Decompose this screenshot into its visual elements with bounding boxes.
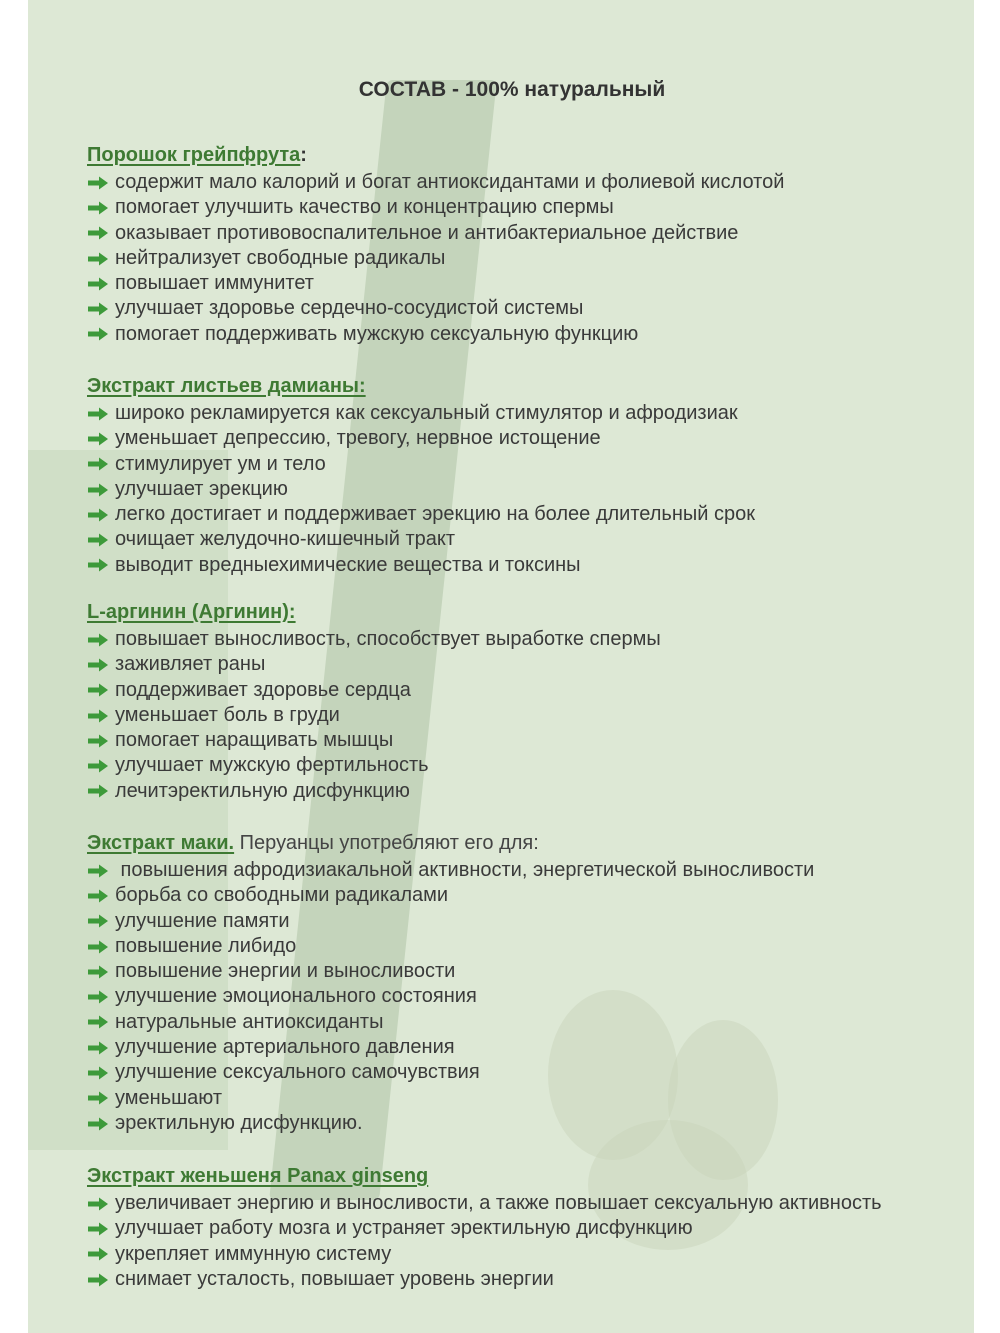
green-arrow-icon	[87, 709, 109, 723]
list-item-text: улучшает эрекцию	[115, 477, 288, 500]
green-arrow-icon	[87, 327, 109, 341]
green-arrow-icon	[87, 201, 109, 215]
heading-text: L-аргинин (Аргинин):	[87, 601, 296, 623]
green-arrow-icon	[87, 252, 109, 266]
list-item	[87, 858, 974, 883]
list-item	[87, 1111, 974, 1136]
list-item-text: повышает иммунитет	[115, 272, 314, 295]
list-item-text: улучшение эмоционального состояния	[115, 985, 477, 1008]
green-arrow-icon	[87, 1117, 109, 1131]
heading-text: Экстракт листьев дамианы:	[87, 375, 366, 397]
section-maca	[87, 828, 974, 1136]
green-arrow-icon	[87, 1066, 109, 1080]
list-item	[87, 728, 974, 753]
list-item-text: повышение энергии и выносливости	[115, 960, 456, 983]
bullet-list	[87, 627, 974, 804]
list-item	[87, 753, 974, 778]
green-arrow-icon	[87, 407, 109, 421]
green-arrow-icon	[87, 1041, 109, 1055]
heading-intro: Перуанцы употребляют его для:	[234, 832, 539, 854]
green-arrow-icon	[87, 914, 109, 928]
list-item	[87, 271, 974, 296]
list-item	[87, 426, 974, 451]
section-heading	[87, 140, 974, 170]
list-item-text: борьба со свободными радикалами	[115, 884, 449, 907]
list-item-text: уменьшает депрессию, тревогу, нервное истощение	[115, 427, 601, 450]
green-arrow-icon	[87, 658, 109, 672]
list-item-text: широко рекламируется как сексуальный стимулятор и афродизиак	[115, 402, 738, 424]
list-item	[87, 1010, 974, 1035]
green-arrow-icon	[87, 226, 109, 240]
list-item-text: стимулирует ум и тело	[115, 452, 326, 475]
list-item-text: уменьшает боль в груди	[115, 703, 340, 726]
green-arrow-icon	[87, 176, 109, 190]
heading-colon: :	[300, 144, 307, 166]
green-arrow-icon	[87, 277, 109, 291]
bullet-list	[87, 401, 974, 578]
list-item-text: лечитэректильную дисфункцию	[115, 779, 410, 802]
list-item-text: улучшает работу мозга и устраняет эректильную дисфункцию	[115, 1217, 693, 1240]
list-item-text: снимает усталость, повышает уровень энергии	[115, 1267, 554, 1290]
green-arrow-icon	[87, 508, 109, 522]
list-item-text: выводит вредныехимические вещества и токсины	[115, 553, 581, 576]
list-item	[87, 652, 974, 677]
list-item-text: повышение либидо	[115, 934, 297, 957]
content	[28, 0, 974, 1333]
green-arrow-icon	[87, 759, 109, 773]
list-item-text: улучшает мужскую фертильность	[115, 754, 429, 777]
green-arrow-icon	[87, 1197, 109, 1211]
list-item	[87, 984, 974, 1009]
list-item-text: помогает поддерживать мужскую сексуальную функцию	[115, 322, 639, 345]
green-arrow-icon	[87, 784, 109, 798]
section-ginseng	[87, 1161, 974, 1292]
list-item-text: очищает желудочно-кишечный тракт	[115, 528, 456, 551]
bullet-list	[87, 170, 974, 347]
list-item-text: содержит мало калорий и богат антиоксидантами и фолиевой кислотой	[115, 171, 785, 193]
green-arrow-icon	[87, 533, 109, 547]
list-item-text: поддерживает здоровье сердца	[115, 678, 411, 701]
section-heading	[87, 828, 974, 858]
list-item-text: повышения афродизиакальной активности, энергетической выносливости	[115, 859, 815, 881]
heading-text: Экстракт женьшеня Panax ginseng	[87, 1165, 429, 1187]
green-arrow-icon	[87, 940, 109, 954]
section-heading	[87, 597, 974, 627]
green-arrow-icon	[87, 1273, 109, 1287]
list-item	[87, 959, 974, 984]
list-item	[87, 477, 974, 502]
list-item	[87, 678, 974, 703]
list-item-text: легко достигает и поддерживает эрекцию на более длительный срок	[115, 503, 755, 526]
list-item	[87, 1191, 974, 1216]
list-item-text: улучшение сексуального самочувствия	[115, 1061, 480, 1084]
green-arrow-icon	[87, 432, 109, 446]
green-arrow-icon	[87, 483, 109, 497]
page-title: СОСТАВ - 100% натуральный	[358, 78, 666, 101]
list-item	[87, 246, 974, 271]
list-item-text: улучшает здоровье сердечно-сосудистой системы	[115, 297, 584, 320]
green-arrow-icon	[87, 889, 109, 903]
list-item	[87, 322, 974, 347]
list-item	[87, 1060, 974, 1085]
list-item	[87, 1035, 974, 1060]
list-item	[87, 1086, 974, 1111]
list-item	[87, 1216, 974, 1241]
list-item-text: уменьшают	[115, 1086, 223, 1109]
list-item-text: натуральные антиоксиданты	[115, 1010, 384, 1033]
list-item	[87, 401, 974, 426]
list-item	[87, 221, 974, 246]
list-item-text: улучшение артериального давления	[115, 1036, 455, 1059]
green-arrow-icon	[87, 1091, 109, 1105]
list-item	[87, 703, 974, 728]
list-item-text: оказывает противовоспалительное и антибактериальное действие	[115, 221, 739, 244]
heading-text: Порошок грейпфрута	[87, 144, 301, 166]
list-item-text: улучшение памяти	[115, 909, 290, 932]
list-item	[87, 909, 974, 934]
list-item	[87, 296, 974, 321]
list-item	[87, 1242, 974, 1267]
list-item-text: увеличивает энергию и выносливости, а также повышает сексуальную активность	[115, 1192, 882, 1214]
green-arrow-icon	[87, 633, 109, 647]
green-arrow-icon	[87, 864, 109, 878]
list-item-text: повышает выносливость, способствует выработке спермы	[115, 628, 661, 650]
green-arrow-icon	[87, 734, 109, 748]
list-item	[87, 553, 974, 578]
list-item-text: заживляет раны	[115, 653, 266, 676]
heading-text: Экстракт маки.	[87, 832, 235, 854]
section-heading	[87, 371, 974, 401]
green-arrow-icon	[87, 1015, 109, 1029]
section-arginine	[87, 597, 974, 804]
green-arrow-icon	[87, 965, 109, 979]
list-item	[87, 1267, 974, 1292]
list-item	[87, 527, 974, 552]
list-item	[87, 779, 974, 804]
green-arrow-icon	[87, 1247, 109, 1261]
section-damiana	[87, 371, 974, 578]
section-heading	[87, 1161, 974, 1191]
list-item	[87, 195, 974, 220]
list-item	[87, 934, 974, 959]
list-item	[87, 883, 974, 908]
bullet-list	[87, 1191, 974, 1292]
list-item	[87, 170, 974, 195]
section-grapefruit	[87, 140, 974, 347]
list-item	[87, 452, 974, 477]
green-arrow-icon	[87, 1222, 109, 1236]
green-arrow-icon	[87, 457, 109, 471]
list-item-text: укрепляет иммунную систему	[115, 1242, 392, 1265]
list-item-text: помогает улучшить качество и концентрацию спермы	[115, 196, 614, 219]
list-item-text: нейтрализует свободные радикалы	[115, 246, 446, 269]
bullet-list	[87, 858, 974, 1136]
green-arrow-icon	[87, 683, 109, 697]
list-item	[87, 627, 974, 652]
green-arrow-icon	[87, 990, 109, 1004]
list-item	[87, 502, 974, 527]
green-arrow-icon	[87, 558, 109, 572]
list-item-text: помогает наращивать мышцы	[115, 729, 394, 752]
list-item-text: эректильную дисфункцию.	[115, 1111, 363, 1134]
document-page	[28, 0, 974, 1333]
green-arrow-icon	[87, 302, 109, 316]
